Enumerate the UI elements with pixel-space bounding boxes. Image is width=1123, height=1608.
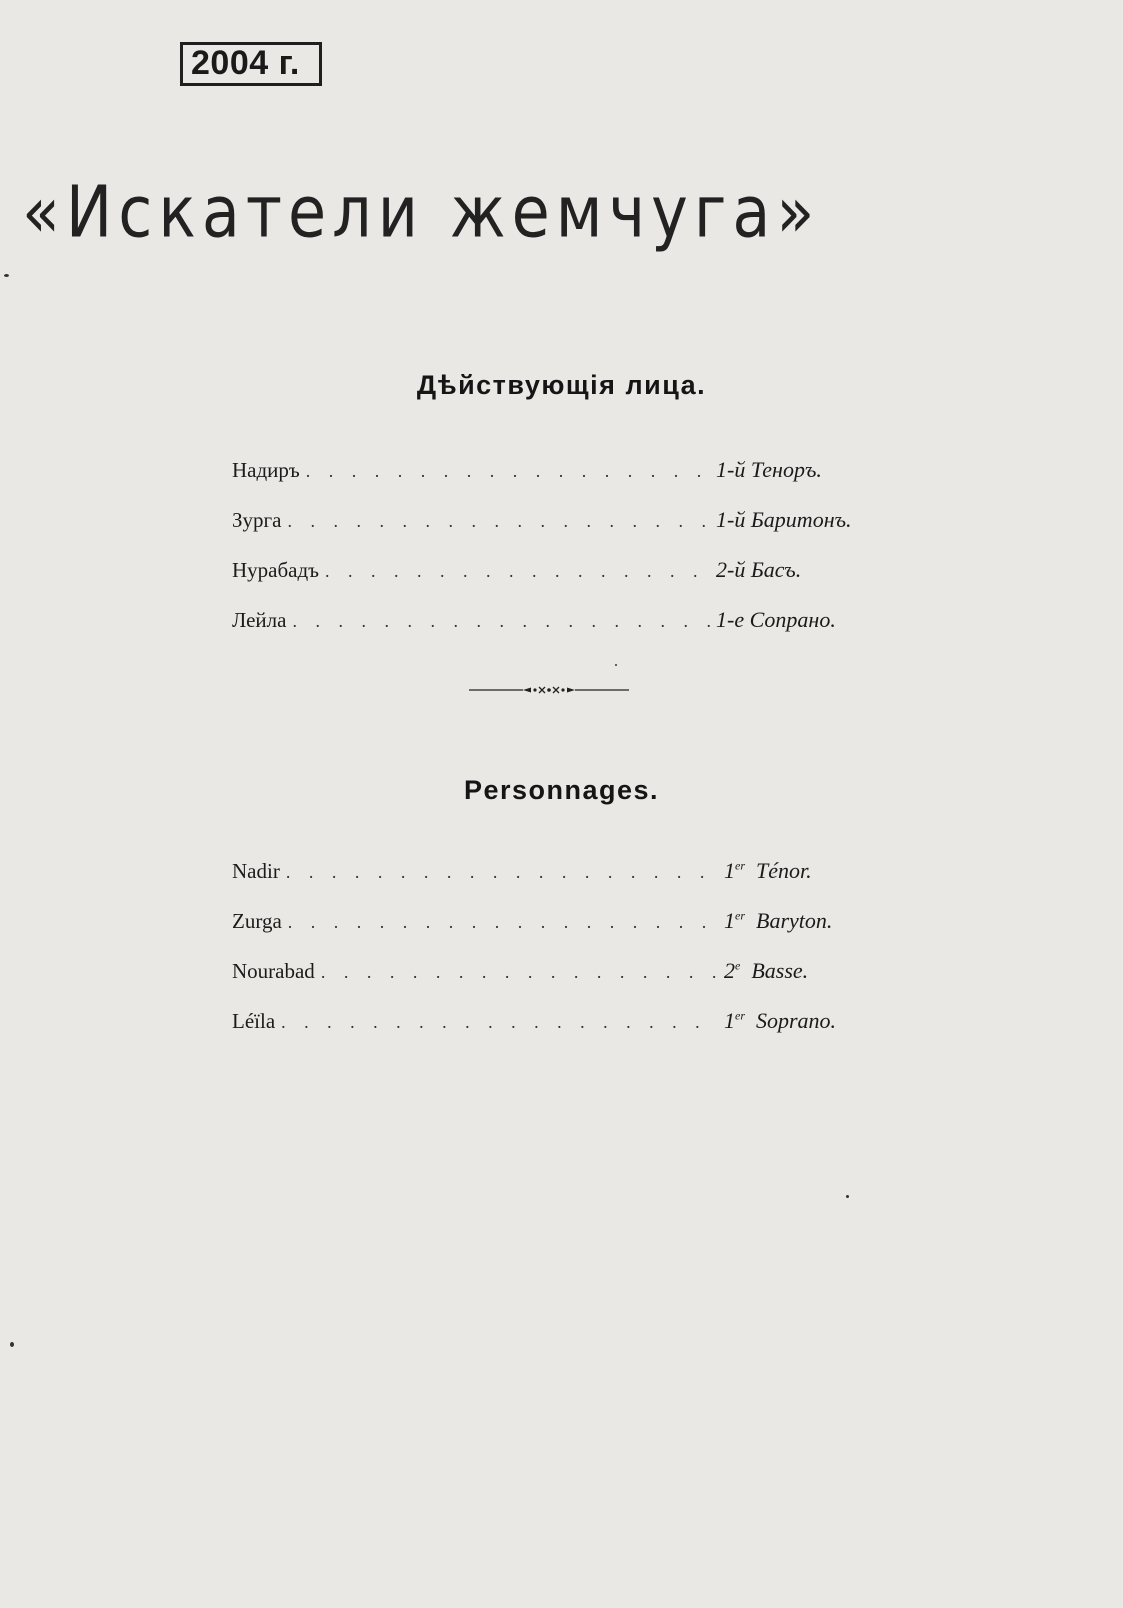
cast-role — [724, 958, 892, 984]
voice-type: Basse. — [751, 958, 809, 983]
voice-number: 1 — [724, 908, 735, 933]
cast-row — [232, 908, 892, 958]
voice-number: 1 — [724, 858, 735, 883]
cast-role — [724, 908, 892, 934]
cast-role: 2-й Басъ. — [716, 557, 802, 582]
cast-name: Зурга — [232, 508, 282, 532]
cast-name: Лейла — [232, 608, 287, 632]
dot-leader — [287, 511, 710, 532]
russian-cast-list — [232, 457, 892, 657]
cast-name: Nourabad — [232, 959, 315, 983]
voice-ordinal: er — [735, 858, 745, 873]
dot-leader — [292, 611, 710, 632]
voice-type: Soprano. — [756, 1008, 837, 1033]
voice-ordinal: er — [735, 908, 745, 923]
cast-name: Léïla — [232, 1009, 276, 1033]
cast-row — [232, 557, 892, 607]
cast-role — [724, 858, 892, 884]
voice-number: 1 — [724, 1008, 735, 1033]
dot-leader — [306, 461, 710, 482]
dot-leader — [288, 912, 718, 933]
cast-row — [232, 457, 892, 507]
dot-leader — [321, 962, 718, 983]
voice-type: Ténor. — [756, 858, 812, 883]
cast-row — [232, 507, 892, 557]
cast-row — [232, 958, 892, 1008]
ornamental-divider — [469, 686, 629, 694]
cast-role: 1-е Сопрано. — [716, 607, 836, 632]
cast-role: 1-й Теноръ. — [716, 457, 822, 482]
voice-type: Baryton. — [756, 908, 833, 933]
french-cast-list — [232, 858, 892, 1058]
voice-ordinal: e — [735, 958, 741, 973]
russian-cast-heading: Дѣйствующія лица. — [416, 370, 707, 400]
cast-row — [232, 858, 892, 908]
cast-role: 1-й Баритонъ. — [716, 507, 852, 532]
french-cast-heading: Personnages. — [463, 775, 660, 805]
cast-row — [232, 607, 892, 657]
dot-leader — [325, 561, 710, 582]
archive-stamp: 2004 г. — [180, 42, 322, 86]
dot-leader — [286, 862, 718, 883]
cast-name: Надиръ — [232, 458, 300, 482]
cast-name: Nadir — [232, 859, 280, 883]
cast-name: Нурабадъ — [232, 558, 320, 582]
handwritten-title: «Искатели жемчуга» — [22, 170, 821, 254]
dot-leader — [281, 1012, 718, 1033]
cast-name: Zurga — [232, 909, 282, 933]
cast-row — [232, 1008, 892, 1058]
cast-role — [724, 1008, 892, 1034]
voice-ordinal: er — [735, 1008, 745, 1023]
voice-number: 2 — [724, 958, 735, 983]
